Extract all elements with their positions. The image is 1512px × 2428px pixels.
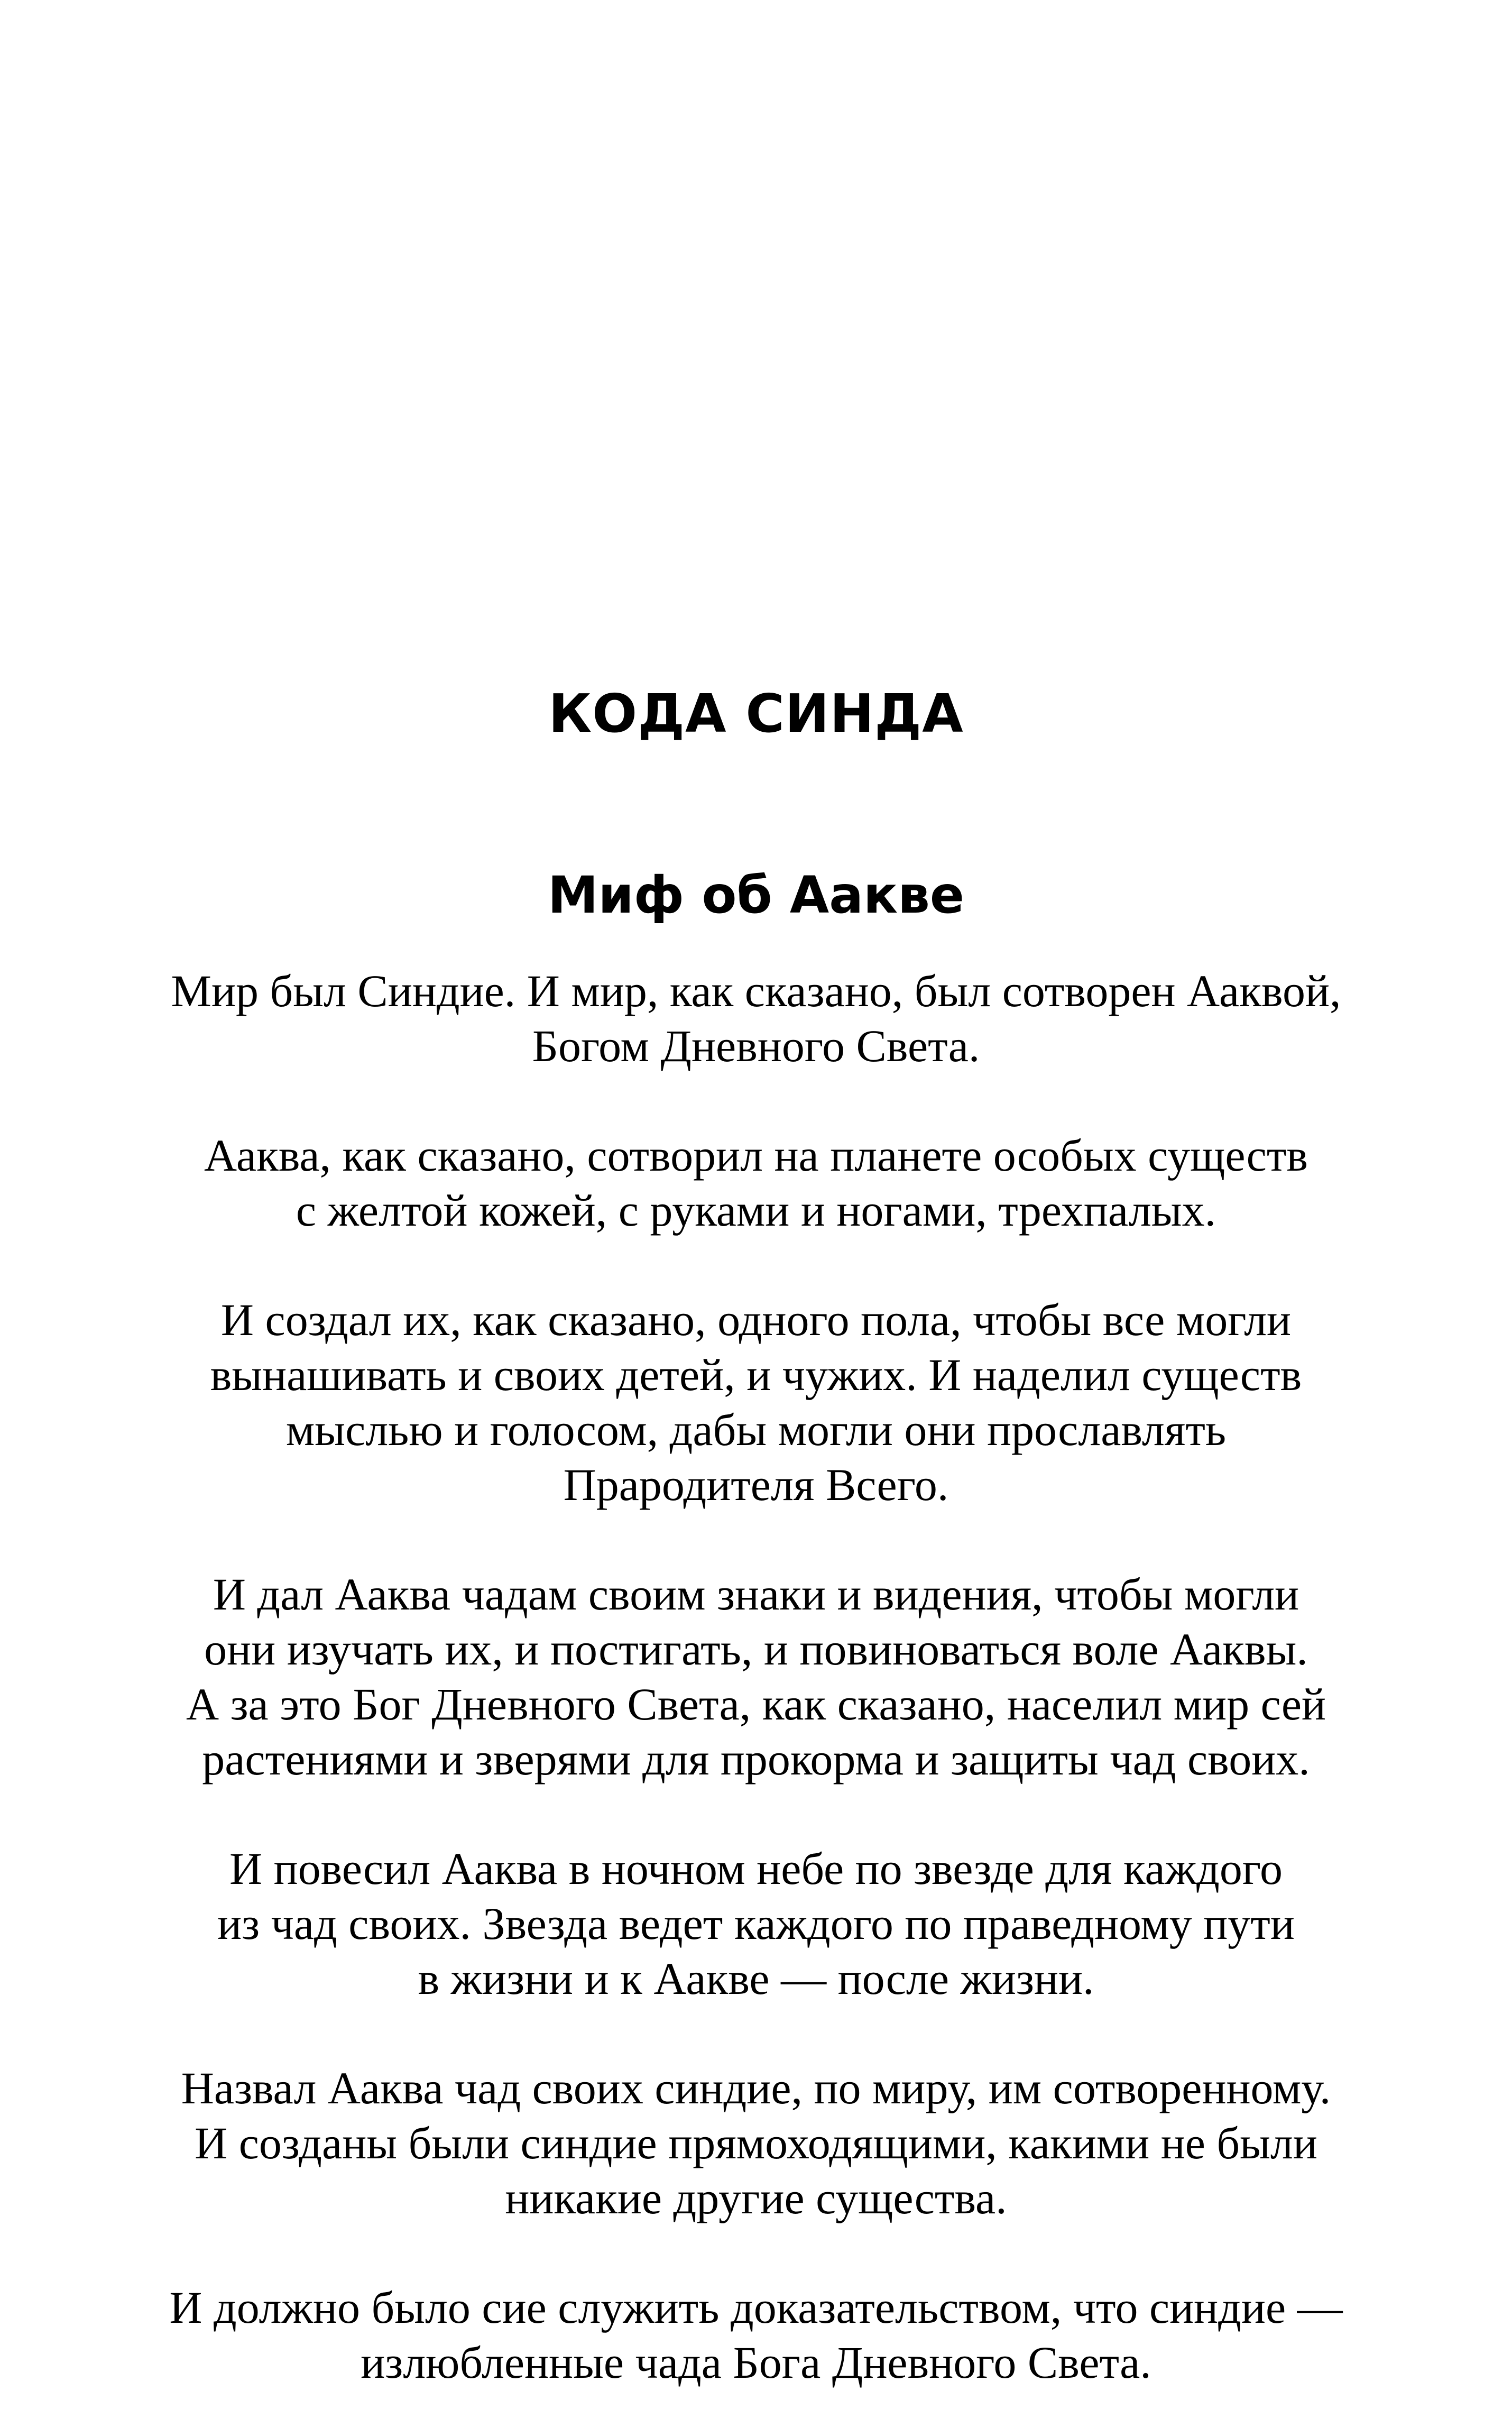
text-line: никакие другие существа. bbox=[505, 2173, 1007, 2223]
paragraph bbox=[106, 1567, 1406, 1787]
text-line: растениями и зверями для прокорма и защиты чад своих. bbox=[202, 1734, 1310, 1785]
text-line: они изучать их, и постигать, и повиноваться воле Ааквы. bbox=[204, 1624, 1308, 1675]
text-line: мыслью и голосом, дабы могли они прославлять bbox=[285, 1404, 1227, 1455]
paragraph bbox=[106, 1292, 1406, 1512]
text-line: в жизни и к Аакве — после жизни. bbox=[418, 1953, 1094, 2004]
paragraph bbox=[106, 963, 1406, 1073]
text-line: И дал Ааква чадам своим знаки и видения, чтобы могли bbox=[213, 1569, 1299, 1620]
text-line: вынашивать и своих детей, и чужих. И наделил существ bbox=[210, 1349, 1302, 1400]
text-line: Богом Дневного Света. bbox=[532, 1020, 980, 1071]
paragraph bbox=[106, 2280, 1406, 2390]
text-line: И создал их, как сказано, одного пола, чтобы все могли bbox=[220, 1294, 1292, 1345]
body-text bbox=[106, 963, 1406, 2390]
text-line: Назвал Ааква чад своих синдие, по миру, им сотворенному. bbox=[181, 2063, 1331, 2113]
paragraph bbox=[106, 2061, 1406, 2225]
chapter-title: КОДА СИНДА bbox=[548, 683, 964, 744]
text-line: И повесил Ааква в ночном небе по звезде для каждого bbox=[229, 1843, 1283, 1894]
text-line: И должно было сие служить доказательством, что синдие — bbox=[169, 2282, 1343, 2333]
text-line: Мир был Синдие. И мир, как сказано, был сотворен Ааквой, bbox=[171, 965, 1341, 1016]
paragraph bbox=[106, 1128, 1406, 1238]
text-line: Прародителя Всего. bbox=[563, 1459, 949, 1510]
text-line: А за это Бог Дневного Света, как сказано, населил мир сей bbox=[186, 1679, 1326, 1730]
text-line: Ааква, как сказано, сотворил на планете особых существ bbox=[204, 1130, 1308, 1181]
text-line: излюбленные чада Бога Дневного Света. bbox=[361, 2337, 1151, 2388]
section-title: Миф об Аакве bbox=[548, 866, 964, 925]
paragraph bbox=[106, 1841, 1406, 2006]
text-line: из чад своих. Звезда ведет каждого по праведному пути bbox=[217, 1898, 1295, 1949]
text-line: с желтой кожей, с руками и ногами, трехпалых. bbox=[296, 1185, 1216, 1236]
text-line: И созданы были синдие прямоходящими, какими не были bbox=[195, 2118, 1317, 2168]
